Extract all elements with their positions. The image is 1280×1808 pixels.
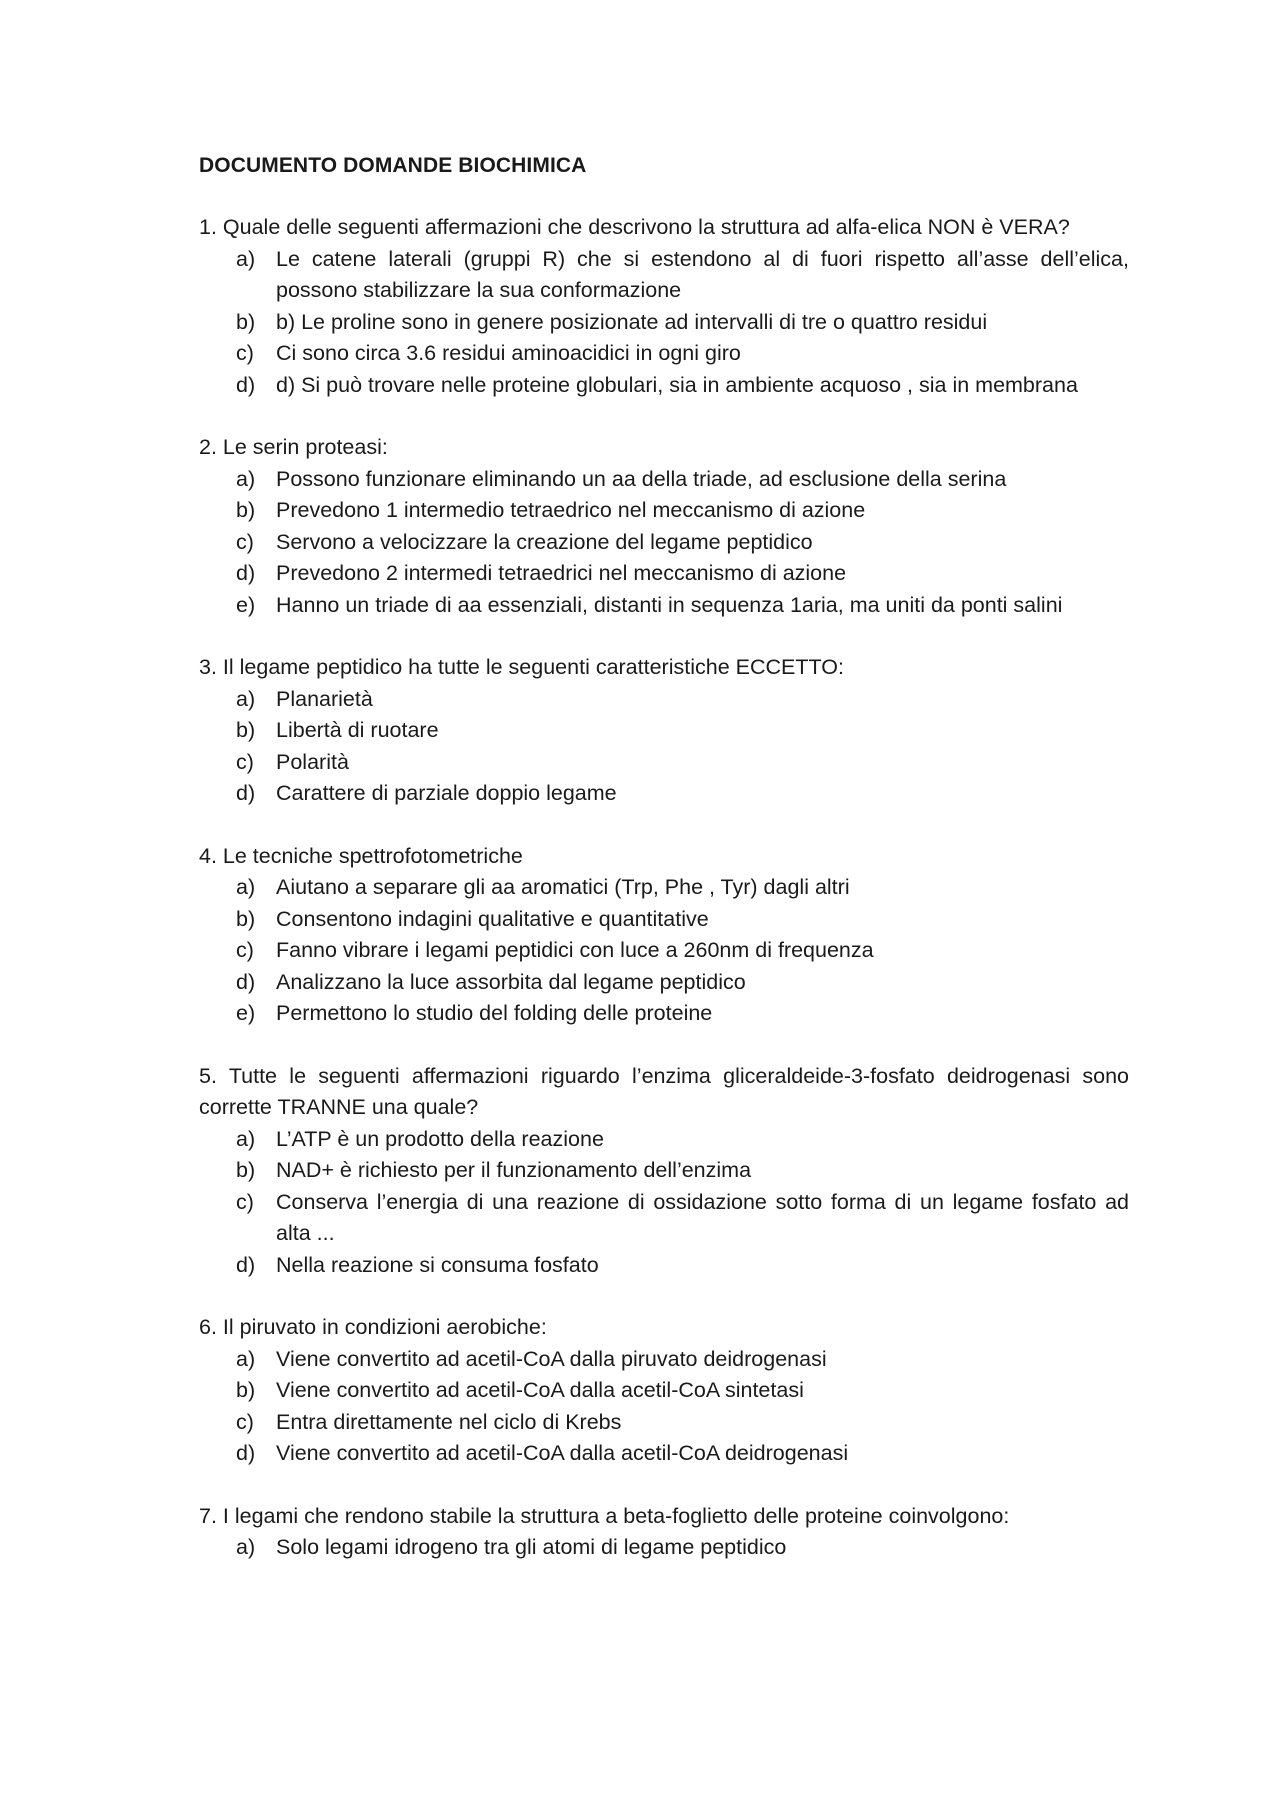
answer-option (199, 1438, 1129, 1470)
option-letter: a) (236, 246, 256, 271)
answer-option (199, 998, 1129, 1030)
option-text: Servono a velocizzare la creazione del legame peptidico (276, 529, 813, 554)
answer-option (199, 1344, 1129, 1376)
option-text: Libertà di ruotare (276, 718, 439, 742)
answer-option (199, 1187, 1129, 1250)
answer-option (199, 1250, 1129, 1282)
question-text: 7. I legami che rendono stabile la struttura a beta-foglietto delle proteine coinvolgono: (199, 1503, 1010, 1528)
option-text: Viene convertito ad acetil-CoA dalla acetil-CoA deidrogenasi (276, 1441, 849, 1465)
option-letter: e) (236, 592, 256, 617)
option-text: L’ATP è un prodotto della reazione (276, 1126, 604, 1151)
answer-option (199, 747, 1129, 779)
option-text: Possono funzionare eliminando un aa della triade, ad esclusione della serina (276, 466, 1007, 491)
option-text: Nella reazione si consuma fosfato (276, 1252, 599, 1277)
option-letter: b) (236, 1158, 256, 1182)
answer-option (199, 1124, 1129, 1156)
answer-option (199, 935, 1129, 967)
document-page (199, 150, 1129, 1595)
option-text: Viene convertito ad acetil-CoA dalla piruvato deidrogenasi (276, 1346, 827, 1371)
option-letter: c) (236, 749, 254, 774)
option-list (199, 244, 1129, 402)
option-text: Conserva l’energia di una reazione di ossidazione sotto forma di un legame fosfato ad alta ... (276, 1189, 1129, 1245)
option-letter: b) (236, 309, 256, 334)
option-text: Permettono lo studio del folding delle proteine (276, 1001, 713, 1025)
answer-option (199, 967, 1129, 999)
option-text: Consentono indagini qualitative e quantitative (276, 906, 709, 931)
option-text: Prevedono 1 intermedio tetraedrico nel meccanismo di azione (276, 498, 866, 522)
option-text: Prevedono 2 intermedi tetraedrici nel meccanismo di azione (276, 561, 847, 585)
question-text: 2. Le serin proteasi: (199, 435, 388, 459)
option-letter: d) (236, 781, 256, 805)
option-letter: c) (236, 341, 254, 365)
question-5 (199, 1061, 1129, 1282)
option-text: Carattere di parziale doppio legame (276, 781, 617, 805)
question-text: 3. Il legame peptidico ha tutte le seguenti caratteristiche ECCETTO: (199, 655, 844, 679)
question-text: 5. Tutte le seguenti affermazioni riguardo l’enzima gliceraldeide-3-fosfato deidrogenasi sono corrette TRANNE una quale? (199, 1063, 1129, 1119)
option-letter: c) (236, 1189, 254, 1214)
answer-option (199, 715, 1129, 747)
option-letter: c) (236, 1409, 254, 1434)
option-letter: b) (236, 1378, 256, 1402)
answer-option (199, 464, 1129, 496)
option-text: b) Le proline sono in genere posizionate ad intervalli di tre o quattro residui (276, 309, 988, 334)
option-list (199, 872, 1129, 1030)
option-list (199, 1124, 1129, 1282)
answer-option (199, 527, 1129, 559)
option-letter: a) (236, 1346, 256, 1371)
option-letter: d) (236, 969, 256, 994)
answer-option (199, 1375, 1129, 1407)
option-list (199, 1532, 1129, 1564)
question-3 (199, 652, 1129, 810)
option-text: d) Si può trovare nelle proteine globulari, sia in ambiente acquoso , sia in membrana (276, 372, 1078, 397)
option-text: Analizzano la luce assorbita dal legame peptidico (276, 969, 746, 994)
option-text: Viene convertito ad acetil-CoA dalla acetil-CoA sintetasi (276, 1378, 804, 1402)
option-letter: b) (236, 498, 256, 522)
option-letter: c) (236, 938, 254, 962)
option-letter: a) (236, 466, 256, 491)
option-letter: d) (236, 1441, 256, 1465)
answer-option (199, 307, 1129, 339)
option-text: Ci sono circa 3.6 residui aminoacidici in ogni giro (276, 341, 741, 365)
question-list (199, 212, 1129, 1564)
question-4 (199, 841, 1129, 1030)
answer-option (199, 684, 1129, 716)
answer-option (199, 1407, 1129, 1439)
answer-option (199, 244, 1129, 307)
option-text: Entra direttamente nel ciclo di Krebs (276, 1409, 622, 1434)
option-text: Solo legami idrogeno tra gli atomi di legame peptidico (276, 1535, 787, 1559)
answer-option (199, 1532, 1129, 1564)
option-list (199, 1344, 1129, 1470)
option-letter: e) (236, 1001, 256, 1025)
answer-option (199, 370, 1129, 402)
option-text: Fanno vibrare i legami peptidici con luce a 260nm di frequenza (276, 938, 874, 962)
answer-option (199, 338, 1129, 370)
question-1 (199, 212, 1129, 401)
option-letter: c) (236, 529, 254, 554)
option-letter: a) (236, 1535, 256, 1559)
option-letter: a) (236, 686, 256, 711)
option-text: Aiutano a separare gli aa aromatici (Trp, Phe , Tyr) dagli altri (276, 875, 850, 899)
option-letter: b) (236, 718, 256, 742)
option-text: Hanno un triade di aa essenziali, distanti in sequenza 1aria, ma uniti da ponti salini (276, 592, 1063, 617)
question-text: 1. Quale delle seguenti affermazioni che descrivono la struttura ad alfa-elica NON è VERA? (199, 215, 1070, 239)
option-text: NAD+ è richiesto per il funzionamento dell’enzima (276, 1158, 752, 1182)
option-letter: b) (236, 906, 256, 931)
option-letter: d) (236, 561, 256, 585)
question-text: 4. Le tecniche spettrofotometriche (199, 843, 523, 868)
option-letter: d) (236, 1252, 256, 1277)
option-text: Planarietà (276, 686, 373, 711)
answer-option (199, 778, 1129, 810)
question-text: 6. Il piruvato in condizioni aerobiche: (199, 1315, 547, 1339)
answer-option (199, 872, 1129, 904)
question-7 (199, 1501, 1129, 1564)
answer-option (199, 558, 1129, 590)
document-title: DOCUMENTO DOMANDE BIOCHIMICA (199, 154, 587, 177)
option-letter: a) (236, 1126, 256, 1151)
question-2 (199, 432, 1129, 621)
question-6 (199, 1312, 1129, 1470)
answer-option (199, 590, 1129, 622)
option-list (199, 684, 1129, 810)
option-text: Le catene laterali (gruppi R) che si estendono al di fuori rispetto all’asse dell’elica, possono stabilizzare la sua conformazione (276, 246, 1129, 302)
option-list (199, 464, 1129, 622)
option-letter: d) (236, 372, 256, 397)
answer-option (199, 1155, 1129, 1187)
answer-option (199, 495, 1129, 527)
option-text: Polarità (276, 749, 349, 774)
option-letter: a) (236, 875, 256, 899)
answer-option (199, 904, 1129, 936)
